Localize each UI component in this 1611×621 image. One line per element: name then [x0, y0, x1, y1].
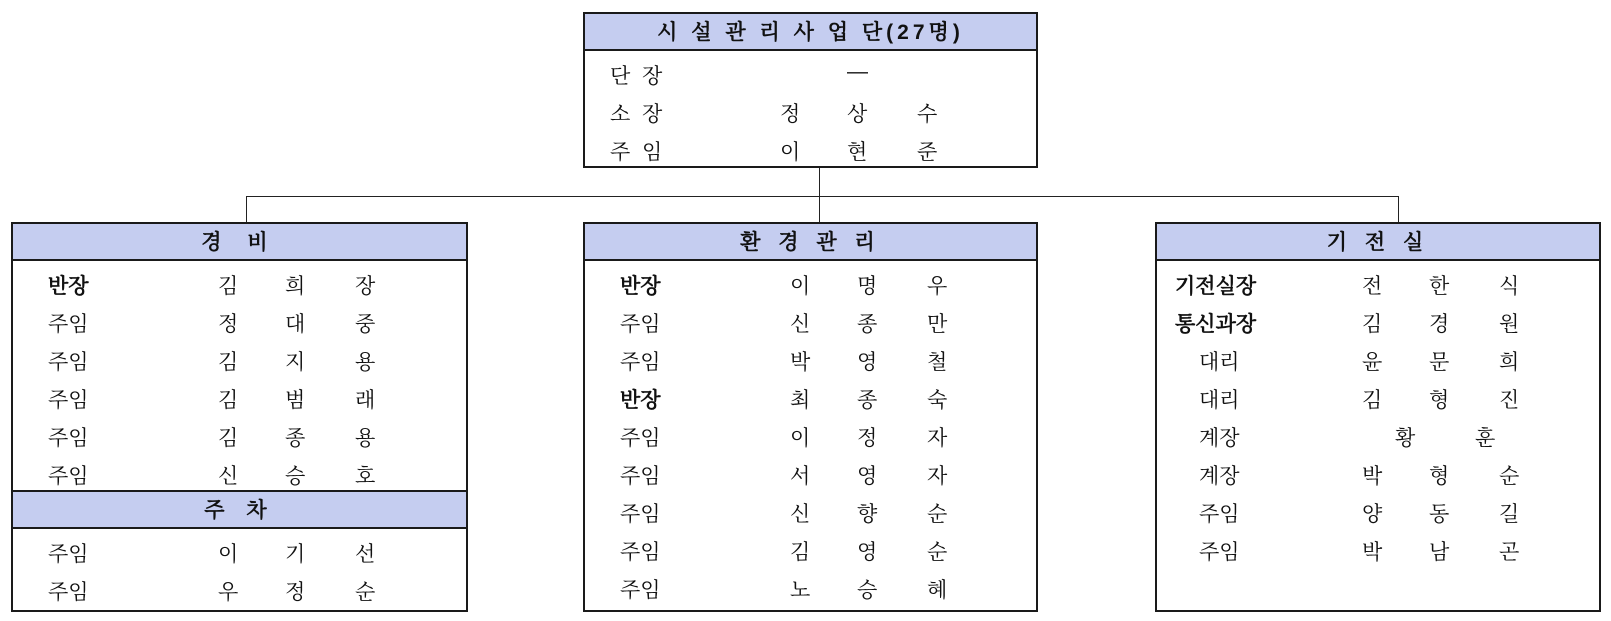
table-row	[585, 376, 1036, 414]
connector-right-drop	[1398, 196, 1399, 224]
role-label: 반장	[48, 275, 89, 298]
name-char: 영	[857, 465, 878, 488]
name-char: 황	[1395, 427, 1416, 450]
name-char: 동	[1429, 503, 1450, 526]
name-char: 훈	[1475, 427, 1496, 450]
name-char: 영	[857, 351, 878, 374]
name-char: 길	[1499, 503, 1520, 526]
role-label: 주임	[48, 543, 89, 566]
role-label: 주임	[1199, 541, 1240, 564]
electric-title: 기 전 실	[1157, 224, 1599, 261]
table-row	[585, 128, 1036, 166]
top-management-title: 시 설 관 리 사 업 단(27명)	[585, 14, 1036, 51]
table-row	[585, 528, 1036, 566]
name-char: 수	[917, 103, 938, 126]
name-char: 정	[285, 581, 306, 604]
environment-rows	[585, 261, 1036, 604]
name-char: 혜	[927, 579, 948, 602]
table-row	[1157, 528, 1599, 566]
name-char: 박	[790, 351, 811, 374]
role-label: 주임	[620, 351, 661, 374]
table-row	[585, 90, 1036, 128]
name-char: 김	[218, 275, 239, 298]
role-label: 주임	[620, 503, 661, 526]
role-label: 기전실장	[1175, 275, 1257, 298]
name-char: 서	[790, 465, 811, 488]
table-row	[585, 52, 1036, 90]
name-char: 이	[218, 543, 239, 566]
parking-rows	[13, 529, 466, 606]
table-row	[1157, 262, 1599, 300]
environment-title: 환 경 관 리	[585, 224, 1036, 261]
name-char: 향	[857, 503, 878, 526]
name-char: 종	[857, 389, 878, 412]
parking-title: 주 차	[13, 490, 466, 529]
table-row	[585, 566, 1036, 604]
connector-horizontal	[246, 196, 1399, 197]
name-char: 박	[1362, 465, 1383, 488]
table-row	[13, 414, 466, 452]
table-row	[585, 300, 1036, 338]
security-rows	[13, 261, 466, 490]
table-row	[13, 568, 466, 606]
table-row	[1157, 490, 1599, 528]
role-label: 주임	[620, 465, 661, 488]
name-char: 종	[285, 427, 306, 450]
name-char: 김	[218, 427, 239, 450]
name-char: 대	[285, 313, 306, 336]
role-label: 반장	[620, 389, 661, 412]
name-char: 최	[790, 389, 811, 412]
name-char: 호	[355, 465, 376, 488]
role-label: 주임	[48, 427, 89, 450]
name-char: 김	[790, 541, 811, 564]
name-char: 원	[1499, 313, 1520, 336]
role-label: 주임	[48, 581, 89, 604]
name-char: 이	[790, 275, 811, 298]
table-row	[1157, 414, 1599, 452]
name-char: 우	[218, 581, 239, 604]
role-label: 주임	[1199, 503, 1240, 526]
table-row	[585, 490, 1036, 528]
name-char: 노	[790, 579, 811, 602]
name-char: 용	[355, 427, 376, 450]
name-char: 희	[285, 275, 306, 298]
role-label: 주임	[48, 465, 89, 488]
name-char: 김	[1362, 389, 1383, 412]
role-label: 계장	[1199, 465, 1240, 488]
name-char: 우	[927, 275, 948, 298]
name-char: 곤	[1499, 541, 1520, 564]
name-char: 신	[218, 465, 239, 488]
role-label: 주임	[620, 313, 661, 336]
name-char: 지	[285, 351, 306, 374]
table-row	[13, 300, 466, 338]
table-row	[1157, 300, 1599, 338]
table-row	[13, 338, 466, 376]
name-char: 전	[1362, 275, 1383, 298]
name-char: 순	[355, 581, 376, 604]
name-char: 정	[780, 103, 801, 126]
table-row	[585, 452, 1036, 490]
role-label: 주 임	[610, 141, 663, 164]
name-char: 정	[218, 313, 239, 336]
name-char: 래	[355, 389, 376, 412]
table-row	[13, 530, 466, 568]
electric-rows	[1157, 261, 1599, 566]
name-char: 진	[1499, 389, 1520, 412]
name-char: 철	[927, 351, 948, 374]
name-char: 희	[1499, 351, 1520, 374]
role-label: 주임	[48, 351, 89, 374]
name-char: 형	[1429, 389, 1450, 412]
name-char: 순	[1499, 465, 1520, 488]
role-label: 주임	[48, 313, 89, 336]
environment-box	[583, 222, 1038, 612]
role-label: 주임	[48, 389, 89, 412]
name-char: 선	[355, 543, 376, 566]
name-char: 승	[857, 579, 878, 602]
role-label: 주임	[620, 579, 661, 602]
top-management-rows	[585, 51, 1036, 166]
name-char: 순	[927, 541, 948, 564]
table-row	[1157, 338, 1599, 376]
table-row	[585, 338, 1036, 376]
name-char: 상	[847, 103, 868, 126]
name-char: 자	[927, 465, 948, 488]
name-char: 신	[790, 503, 811, 526]
table-row	[1157, 452, 1599, 490]
name-char: 형	[1429, 465, 1450, 488]
name-char: 준	[917, 141, 938, 164]
security-title: 경 비	[13, 224, 466, 261]
name-char: 자	[927, 427, 948, 450]
role-label: 대리	[1199, 351, 1240, 374]
name-char: 이	[790, 427, 811, 450]
table-row	[585, 414, 1036, 452]
security-box	[11, 222, 468, 612]
name-char: 종	[857, 313, 878, 336]
name-char: 박	[1362, 541, 1383, 564]
name-char: 장	[355, 275, 376, 298]
name-char: 영	[857, 541, 878, 564]
name-char: 경	[1429, 313, 1450, 336]
role-label: 통신과장	[1175, 313, 1257, 336]
role-label: 소 장	[610, 103, 663, 126]
name-char: 숙	[927, 389, 948, 412]
table-row	[13, 262, 466, 300]
name-char: 김	[218, 389, 239, 412]
name-char: 남	[1429, 541, 1450, 564]
role-label: 반장	[620, 275, 661, 298]
top-management-box	[583, 12, 1038, 168]
table-row	[13, 452, 466, 490]
role-label: 단 장	[610, 65, 663, 88]
name-char: 윤	[1362, 351, 1383, 374]
name-char: 기	[285, 543, 306, 566]
name-char: 현	[847, 141, 868, 164]
name-char: —	[847, 60, 868, 83]
name-char: 이	[780, 141, 801, 164]
name-char: 정	[857, 427, 878, 450]
table-row	[585, 262, 1036, 300]
role-label: 계장	[1199, 427, 1240, 450]
name-char: 문	[1429, 351, 1450, 374]
name-char: 범	[285, 389, 306, 412]
name-char: 양	[1362, 503, 1383, 526]
name-char: 순	[927, 503, 948, 526]
role-label: 주임	[620, 541, 661, 564]
name-char: 한	[1429, 275, 1450, 298]
name-char: 승	[285, 465, 306, 488]
name-char: 만	[927, 313, 948, 336]
name-char: 식	[1499, 275, 1520, 298]
table-row	[13, 376, 466, 414]
name-char: 용	[355, 351, 376, 374]
role-label: 대리	[1199, 389, 1240, 412]
name-char: 김	[1362, 313, 1383, 336]
table-row	[1157, 376, 1599, 414]
name-char: 신	[790, 313, 811, 336]
name-char: 명	[857, 275, 878, 298]
role-label: 주임	[620, 427, 661, 450]
name-char: 중	[355, 313, 376, 336]
connector-left-drop	[246, 196, 247, 224]
electric-box	[1155, 222, 1601, 612]
name-char: 김	[218, 351, 239, 374]
